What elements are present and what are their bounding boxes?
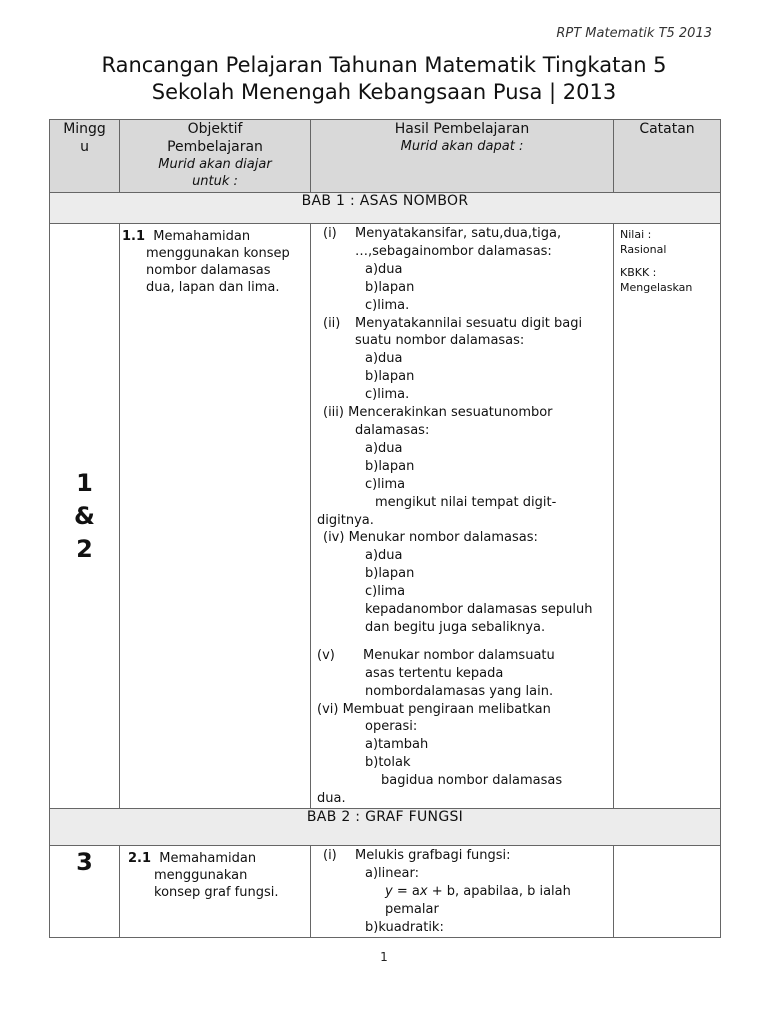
header-week: Mingg u: [50, 120, 120, 193]
objective-cell: 1.1 Memahamidan menggunakan konsep nombor dalamasas dua, lapan dan lima.: [120, 224, 311, 809]
table-header-row: [50, 120, 721, 193]
page-number: 1: [380, 950, 388, 964]
chapter-row: [50, 809, 721, 846]
chapter-row: [50, 193, 721, 224]
document-title: [0, 52, 768, 106]
notes-nilai-label: Nilai :: [620, 228, 652, 241]
header-objective: Objektif Pembelajaran Murid akan diajar untuk :: [120, 120, 311, 193]
notes-cell: [614, 846, 721, 938]
week-cell: 3: [50, 846, 120, 938]
table-row: [50, 846, 721, 938]
table-row: [50, 224, 721, 809]
formula-line: y = ax + b, apabilaa, b ialah: [385, 883, 571, 899]
notes-nilai-value: Rasional: [620, 243, 667, 256]
header-outcome: Hasil Pembelajaran Murid akan dapat :: [311, 120, 614, 193]
notes-kbkk-value: Mengelaskan: [620, 281, 693, 294]
chapter-2-title: BAB 2 : GRAF FUNGSI: [50, 809, 721, 846]
notes-cell: [614, 224, 721, 809]
notes-kbkk-label: KBKK :: [620, 266, 657, 279]
header-notes: Catatan: [614, 120, 721, 193]
week-cell: 1 & 2: [50, 224, 120, 809]
objective-number: 2.1: [128, 851, 152, 866]
lesson-plan-table: [49, 119, 721, 938]
document-header-note: RPT Matematik T5 2013: [556, 26, 712, 41]
title-line-1: Rancangan Pelajaran Tahunan Matematik Tingkatan 5: [101, 53, 667, 77]
outcome-cell: (i) Menyatakansifar, satu,dua,tiga, …,sebagainombor dalamasas: a)dua b)lapan c)lima. (ii) Menyatakannilai sesuatu digit bagi suatu nombor dalamasas: a)dua b)lapan c)lima. (iii) Mencerakinkan sesuatunombor dalamasas: a)dua b)lapan c)lima mengikut nilai tempat digit- digitnya. (iv) Menukar nombor dalamasas: a)dua b)lapan c)lima kepadanombor dalamasas sepuluh dan begitu juga sebaliknya. (v) Menukar nombor dalamsuatu asas tertentu kepada nombordalamasas yang lain. (vi) Membuat pengiraan melibatkan operasi: a)tambah b)tolak bagidua nombor dalamasas dua.: [311, 224, 614, 809]
title-line-2: Sekolah Menengah Kebangsaan Pusa | 2013: [151, 80, 617, 104]
objective-cell: 2.1 Memahamidan menggunakan konsep graf fungsi.: [120, 846, 311, 938]
chapter-1-title: BAB 1 : ASAS NOMBOR: [50, 193, 721, 224]
outcome-cell: (i) Melukis grafbagi fungsi: a)linear: y = ax + b, apabilaa, b ialah pemalar b)kuadratik:: [311, 846, 614, 938]
objective-number: 1.1: [122, 229, 146, 244]
